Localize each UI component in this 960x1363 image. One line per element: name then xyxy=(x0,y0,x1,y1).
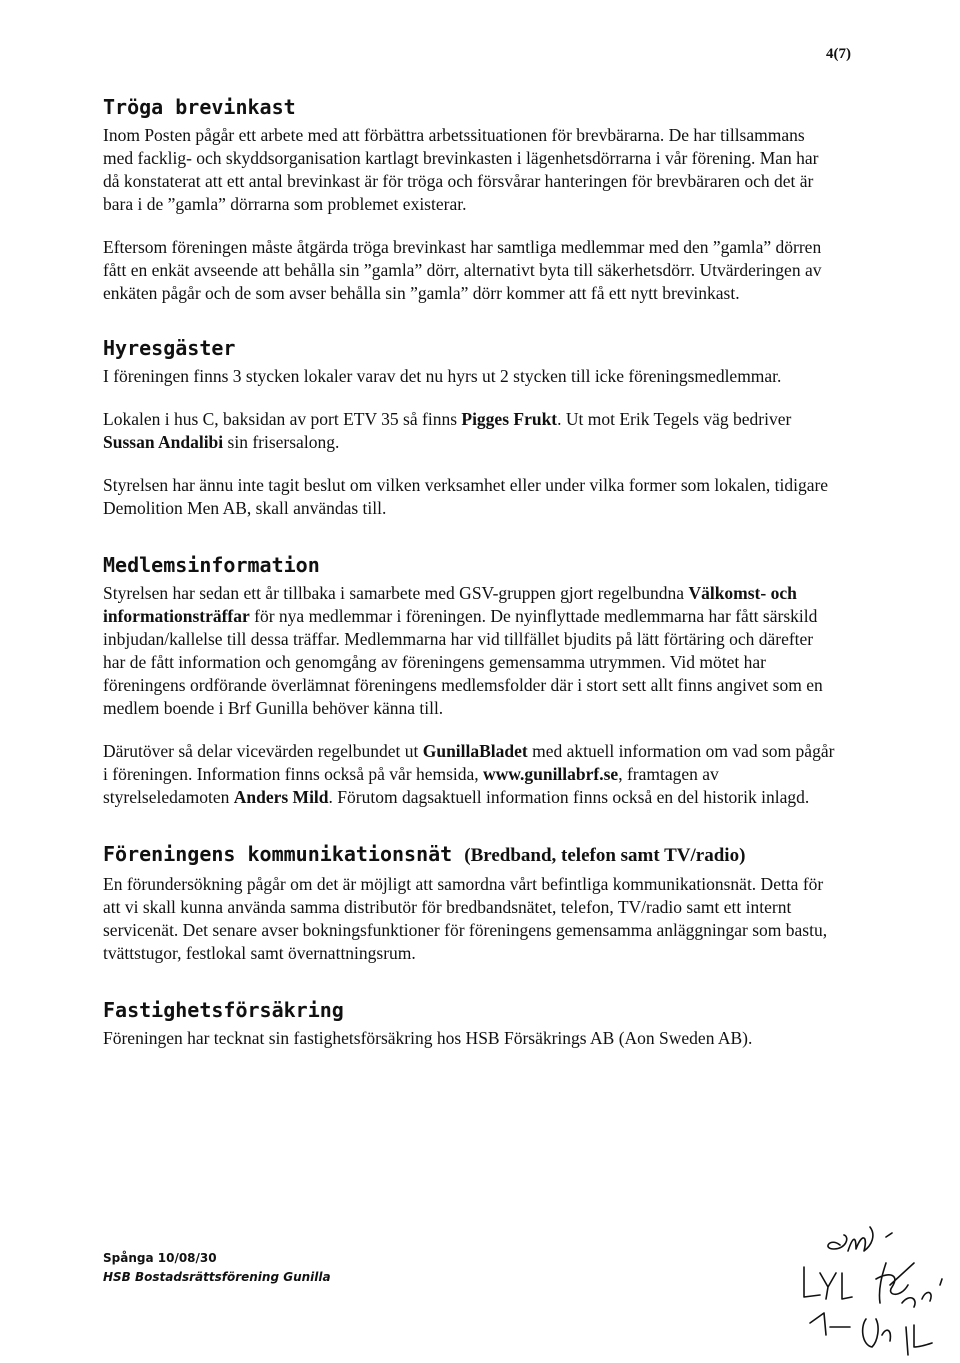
section-heading: Fastighetsförsäkring xyxy=(103,998,344,1022)
section-kommunikationsnat xyxy=(103,837,838,965)
signature-initials-2 xyxy=(804,1267,852,1299)
paragraph: Därutöver så delar vicevärden regelbundet ut GunillaBladet med aktuell information om vad som pågår i föreningen. Information finns också på vår hemsida, www.gunillabrf.se, framtagen av styrelseledamoten Anders Mild. Förutom dagsaktuell information finns också en del historik inlagd. xyxy=(103,741,835,807)
website-url: www.gunillabrf.se xyxy=(483,764,619,784)
section-hyresgaster xyxy=(103,331,838,520)
section-heading-subtitle: (Bredband, telefon samt TV/radio) xyxy=(464,845,746,866)
footer-organization: HSB Bostadsrättsförening Gunilla xyxy=(103,1270,331,1284)
section-heading: Föreningens kommunikationsnät (Bredband, telefon samt TV/radio) xyxy=(103,842,746,866)
section-heading: Hyresgäster xyxy=(103,336,236,360)
footer-place-date: Spånga 10/08/30 xyxy=(103,1251,217,1265)
handwritten-signatures xyxy=(790,1215,960,1363)
business-owner-name: Sussan Andalibi xyxy=(103,432,224,452)
board-member-name: Anders Mild xyxy=(233,787,329,807)
paragraph: Lokalen i hus C, baksidan av port ETV 35 så finns Pigges Frukt. Ut mot Erik Tegels väg bedriver Sussan Andalibi sin frisersalong. xyxy=(103,409,792,452)
signature-initials-1 xyxy=(828,1227,892,1251)
event-name: Välkomst- och informationsträffar xyxy=(103,583,797,626)
paragraph: Styrelsen har ännu inte tagit beslut om vilken verksamhet eller under vilka former som lokalen, tidigare Demolition Men AB, skall användas till. xyxy=(103,475,829,518)
paragraph: Föreningen har tecknat sin fastighetsförsäkring hos HSB Försäkrings AB (Aon Sweden AB). xyxy=(103,1028,753,1048)
signature-initials-3 xyxy=(876,1263,942,1307)
footer xyxy=(103,1249,331,1287)
section-medlemsinformation xyxy=(103,548,838,809)
paragraph: En förundersökning pågår om det är möjligt att samordna vårt befintliga kommunikationsnät. Detta för att vi skall kunna använda samma distributör för bredbandsnätet, telefon, TV/radio samt ett internt servicenät. Det senare avser bokningsfunktioner för föreningens gemensamma anläggningar som bastu, tvättstugor, festlokal samt övernattningsrum. xyxy=(103,874,828,963)
section-fastighetsforsakring xyxy=(103,993,838,1050)
paragraph: Styrelsen har sedan ett år tillbaka i samarbete med GSV-gruppen gjort regelbundna Välkomst- och informationsträffar för nya medlemmar i föreningen. De nyinflyttade medlemmarna har fått särskild inbjudan/kallelse till dessa träffar. Medlemmarna har vid tillfället bjudits på lätt förtäring och därefter har de fått information och genomgång av föreningens gemensamma utrymmen. Vid mötet har föreningens ordförande överlämnat föreningens medlemsfolder där i stort sett allt finns angivet som en medlem boende i Brf Gunilla behöver känna till. xyxy=(103,583,823,718)
paragraph: Inom Posten pågår ett arbete med att förbättra arbetssituationen för brevbärarna. De har tillsammans med facklig- och skyddsorganisation kartlagt brevinkasten i lägenhetsdörrarna i vår förening. Man har då konstaterat att ett antal brevinkast är för tröga och försvårar hanteringen för brevbäraren och det är bara i de ”gamla” dörrarna som problemet existerar. xyxy=(103,125,819,214)
newsletter-name: GunillaBladet xyxy=(422,741,528,761)
section-heading: Tröga brevinkast xyxy=(103,95,296,119)
section-heading: Medlemsinformation xyxy=(103,553,320,577)
section-troga-brevinkast xyxy=(103,90,838,305)
signature-initials-5 xyxy=(863,1319,932,1355)
page-number: 4(7) xyxy=(826,46,851,62)
signature-initials-4 xyxy=(810,1313,850,1335)
paragraph: Eftersom föreningen måste åtgärda tröga brevinkast har samtliga medlemmar med den ”gamla” dörren fått en enkät avseende att behålla sin ”gamla” dörr, alternativt byta till säkerhetsdörr. Utvärderingen av enkäten pågår och de som avser behålla sin ”gamla” dörr kommer att få ett nytt brevinkast. xyxy=(103,237,822,303)
paragraph: I föreningen finns 3 stycken lokaler varav det nu hyrs ut 2 stycken till icke föreningsmedlemmar. xyxy=(103,366,782,386)
document-body xyxy=(103,90,838,1070)
business-name: Pigges Frukt xyxy=(461,409,558,429)
